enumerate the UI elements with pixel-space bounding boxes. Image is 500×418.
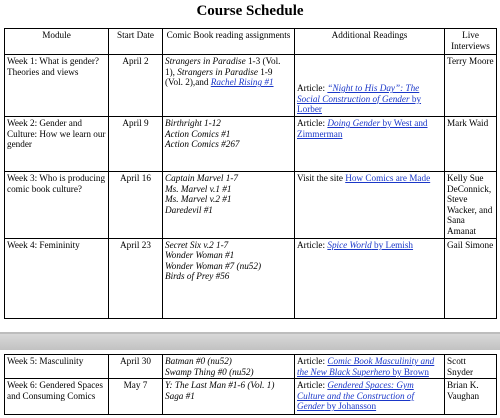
interview-cell: Kelly Sue DeConnick, Steve Wacker, and Sana Amanat xyxy=(445,172,497,239)
comic-line xyxy=(165,356,292,367)
interview-cell: Mark Waid xyxy=(445,117,497,172)
reading-author-link[interactable]: by Lorber xyxy=(297,93,422,115)
comic-cell xyxy=(163,355,295,379)
comic-cell xyxy=(163,238,295,318)
reading-cell xyxy=(295,355,445,379)
module-cell: Week 4: Femininity xyxy=(5,238,109,318)
comic-line: Birds of Prey #56 xyxy=(165,271,230,282)
reading-author-link[interactable]: by Johansson xyxy=(324,401,377,412)
comic-line: Saga #1 xyxy=(165,390,195,401)
schedule-table xyxy=(4,28,497,319)
reading-author-link[interactable]: by Brown xyxy=(390,366,429,377)
date-cell: April 23 xyxy=(109,238,163,318)
reading-cell xyxy=(295,238,445,318)
comic-line: Action Comics #1 xyxy=(165,128,231,139)
date-cell: April 16 xyxy=(109,172,163,239)
reading-cell xyxy=(295,55,445,117)
page-gap xyxy=(0,334,500,350)
reading-prefix: Article: xyxy=(297,118,328,128)
comic-link[interactable]: Rachel Rising #1 xyxy=(210,77,274,88)
comic-cell xyxy=(163,55,295,117)
comic-title: Strangers in Paradise xyxy=(177,66,258,77)
table-header-row xyxy=(5,29,497,55)
interview-cell: Brian K. Vaughan xyxy=(445,379,497,415)
comic-line-text: Swamp Thing #0 (nu52) xyxy=(165,366,254,377)
module-cell: Week 6: Gendered Spaces and Consuming Comics xyxy=(5,379,109,415)
comic-cell xyxy=(163,117,295,172)
reading-cell xyxy=(295,379,445,415)
page-bottom xyxy=(0,350,500,418)
comic-cell xyxy=(163,172,295,239)
comic-line: Ms. Marvel v.1 #1 xyxy=(165,183,232,194)
comic-text: 1-3 (Vol. 1), xyxy=(165,56,281,77)
reading-cell xyxy=(295,117,445,172)
module-cell: Week 2: Gender and Culture: How we learn our gender xyxy=(5,117,109,172)
reading-link[interactable]: Doing Gender xyxy=(327,118,381,128)
reading-link[interactable]: Gendered Spaces: Gym Culture and the Construction of Gender xyxy=(297,380,415,412)
interview-cell: Gail Simone xyxy=(445,238,497,318)
comic-line: Daredevil #1 xyxy=(165,204,213,215)
table-row xyxy=(5,379,497,415)
reading-prefix: Article: xyxy=(297,356,328,366)
reading-author-link[interactable]: by West and Zimmerman xyxy=(297,118,428,139)
reading-link[interactable]: How Comics are Made xyxy=(345,173,431,183)
table-row xyxy=(5,172,497,239)
reading-link[interactable]: Spice World xyxy=(327,239,372,250)
reading-prefix: Visit the site xyxy=(297,173,346,183)
reading-prefix: Article: xyxy=(297,83,328,94)
interview-cell: Scott Snyder xyxy=(445,355,497,379)
comic-line: Birthright 1-12 xyxy=(165,118,221,128)
date-cell: May 7 xyxy=(109,379,163,415)
comic-cell xyxy=(163,379,295,415)
header-comic: Comic Book reading assignments xyxy=(163,29,295,55)
date-cell: April 9 xyxy=(109,117,163,172)
schedule-table-continued xyxy=(4,354,497,415)
header-start-date: Start Date xyxy=(109,29,163,55)
interview-cell: Terry Moore xyxy=(445,55,497,117)
comic-line: Action Comics #267 xyxy=(165,139,240,150)
module-cell: Week 5: Masculinity xyxy=(5,355,109,379)
reading-link[interactable]: “Night to His Day”: The Social Construction of Gender xyxy=(297,83,420,104)
table-row xyxy=(5,117,497,172)
comic-line: Captain Marvel 1-7 xyxy=(165,173,238,183)
comic-line xyxy=(165,367,292,378)
comic-line: Y: The Last Man #1-6 (Vol. 1) xyxy=(165,380,275,391)
reading-author-link[interactable]: by Lemish xyxy=(371,239,414,250)
date-cell: April 2 xyxy=(109,55,163,117)
comic-line: Ms. Marvel v.2 #1 xyxy=(165,194,232,205)
reading-prefix: Article: xyxy=(297,380,328,391)
header-module: Module xyxy=(5,29,109,55)
table-row xyxy=(5,355,497,379)
reading-link[interactable]: Comic Book Masculinity and the New Black Superhero xyxy=(297,356,435,377)
reading-cell xyxy=(295,172,445,239)
reading-prefix: Article: xyxy=(297,239,328,250)
comic-line-text: Batman #0 (nu52) xyxy=(165,356,232,366)
comic-line: Wonder Woman #1 xyxy=(165,250,235,261)
module-cell: Week 1: What is gender? Theories and views xyxy=(5,55,109,117)
comic-title: Strangers in Paradise xyxy=(165,56,246,66)
header-additional: Additional Readings xyxy=(295,29,445,55)
table-row xyxy=(5,238,497,318)
comic-line: Secret Six v.2 1-7 xyxy=(165,239,229,250)
date-cell: April 30 xyxy=(109,355,163,379)
comic-text: 1-9 (Vol. 2),and xyxy=(165,66,273,88)
header-live: Live Interviews xyxy=(445,29,497,55)
module-cell: Week 3: Who is producing comic book culture? xyxy=(5,172,109,239)
comic-line: Wonder Woman #7 (nu52) xyxy=(165,260,262,271)
table-row xyxy=(5,55,497,117)
page-title: Course Schedule xyxy=(196,3,304,19)
